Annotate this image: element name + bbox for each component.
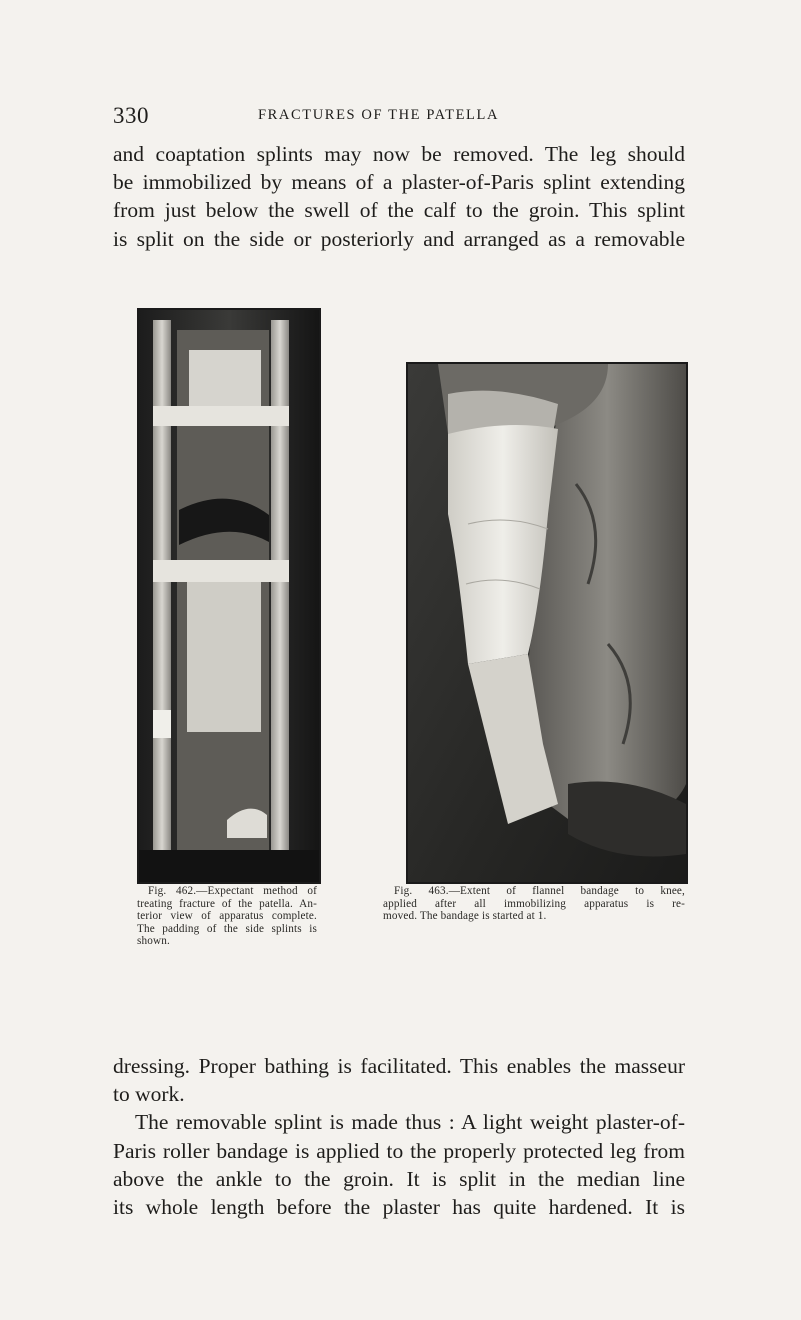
text-line: be immobilized by means of a plaster-of-Paris splint extending bbox=[113, 170, 685, 195]
text-line: The removable splint is made thus : A light weight plaster-of- bbox=[135, 1110, 685, 1135]
caption-line: terior view of apparatus complete. bbox=[137, 910, 317, 923]
text-line: is split on the side or posteriorly and arranged as a removable bbox=[113, 226, 685, 251]
running-head: FRACTURES OF THE PATELLA bbox=[258, 107, 500, 123]
figure-463-caption bbox=[383, 885, 685, 923]
caption-line: moved. The bandage is started at 1. bbox=[383, 910, 547, 923]
text-line: and coaptation splints may now be removed. The leg should bbox=[113, 142, 685, 166]
caption-line: applied after all immobilizing apparatus is re- bbox=[383, 897, 685, 910]
text-line: from just below the swell of the calf to the groin. This splint bbox=[113, 198, 685, 223]
text-line: its whole length before the plaster has quite hardened. It is bbox=[113, 1195, 685, 1220]
text-line: Paris roller bandage is applied to the properly protected leg from bbox=[113, 1138, 685, 1163]
figure-462-photo bbox=[137, 308, 321, 884]
figure-463-photo bbox=[406, 362, 688, 884]
text-line: to work. bbox=[113, 1082, 185, 1107]
text-line: above the ankle to the groin. It is split in the median line bbox=[113, 1166, 685, 1191]
paragraph-bottom bbox=[113, 1052, 685, 1221]
page-number: 330 bbox=[113, 103, 149, 128]
figure-462-caption bbox=[137, 885, 317, 948]
caption-line: shown. bbox=[137, 935, 170, 948]
paragraph-top bbox=[113, 140, 685, 253]
text-line: dressing. Proper bathing is facilitated. This enables the masseur bbox=[113, 1054, 685, 1078]
caption-line: The padding of the side splints is bbox=[137, 922, 317, 935]
caption-line: Fig. 462.—Expectant method of bbox=[148, 885, 317, 897]
caption-line: Fig. 463.—Extent of flannel bandage to knee, bbox=[394, 885, 685, 897]
caption-line: treating fracture of the patella. An- bbox=[137, 897, 317, 910]
page-header bbox=[113, 103, 673, 133]
